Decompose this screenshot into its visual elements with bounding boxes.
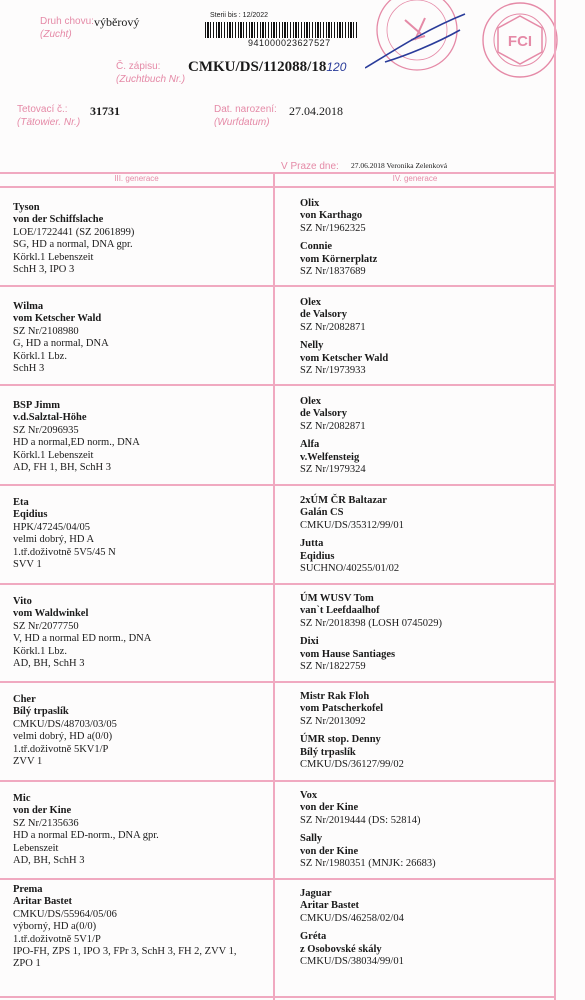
- ancestor-info: Körkl.1 Lebenszeit: [13, 449, 94, 461]
- ancestor-name: Connie: [300, 241, 333, 253]
- ancestor-info: velmi dobrý, HD A: [13, 534, 95, 546]
- ancestor-name: Eta: [13, 497, 29, 508]
- ancestor-kennel: z Osobovské skály: [300, 943, 382, 955]
- ancestor-info: AD, FH 1, BH, SchH 3: [13, 462, 112, 474]
- studbook-label-cz: Č. zápisu:: [116, 61, 161, 72]
- grid-right-border: [554, 0, 556, 1000]
- ancestor-info: ZPO 1: [13, 958, 41, 970]
- studbook-label: [116, 60, 185, 86]
- ancestor-info: G, HD a normal, DNA: [13, 338, 109, 350]
- ancestor-reg: CMKU/DS/55964/05/06: [13, 908, 117, 920]
- birth-label-de: (Wurfdatum): [214, 117, 270, 128]
- sterile-text: Sterii bis : 12/2022: [210, 12, 268, 19]
- ancestor-info: SG, HD a normal, DNA gpr.: [13, 239, 133, 251]
- ancestor-kennel: von Karthago: [300, 210, 363, 222]
- studbook-handwritten: 120: [326, 60, 347, 74]
- ancestor-info: IPO-FH, ZPS 1, IPO 3, FPr 3, SchH 3, FH 2, ZVV 1,: [13, 946, 237, 958]
- ancestor-info: HD a normal,ED norm., DNA: [13, 437, 140, 449]
- fourth-gen-entry: [300, 495, 404, 575]
- prague-label: V Praze dne:: [281, 161, 339, 172]
- ancestor-info: Körkl.1 Lbz.: [13, 350, 67, 362]
- ancestor-kennel: Eqidius: [300, 550, 335, 562]
- third-gen-entry: [13, 301, 109, 375]
- ancestor-kennel: von der Schiffslache: [13, 214, 104, 226]
- ancestor-kennel: v.Welfensteig: [300, 451, 360, 463]
- ancestor-kennel: von der Kine: [300, 802, 359, 814]
- ancestor-info: ZVV 1: [13, 756, 43, 768]
- ancestor-reg: SZ Nr/2082871: [300, 321, 366, 333]
- ancestor-kennel: von der Kine: [300, 845, 359, 857]
- row-divider: [0, 996, 556, 998]
- fourth-gen-entry: [300, 790, 436, 870]
- ancestor-reg: CMKU/DS/46258/02/04: [300, 912, 404, 924]
- ancestor-reg: SZ Nr/2108980: [13, 325, 79, 337]
- ancestor-reg: SZ Nr/2135636: [13, 817, 79, 829]
- row-divider: [0, 583, 556, 585]
- ancestor-name: Tyson: [13, 202, 40, 213]
- club-stamp-seal: [365, 0, 470, 80]
- ancestor-reg: SZ Nr/2019444 (DS: 52814): [300, 814, 421, 826]
- ancestor-kennel: von der Kine: [13, 805, 72, 817]
- ancestor-reg: SZ Nr/1962325: [300, 222, 366, 234]
- ancestor-kennel: Bílý trpaslík: [13, 706, 69, 718]
- ancestor-info: Körkl.1 Lebenszeit: [13, 251, 94, 263]
- gen4-header: IV. generace: [392, 174, 438, 183]
- ancestor-name: Olex: [300, 396, 321, 407]
- ancestor-kennel: vom Hause Santiages: [300, 648, 396, 660]
- ancestor-reg: SZ Nr/1822759: [300, 661, 366, 673]
- ancestor-info: 1.tř.doživotně 5V5/45 N: [13, 546, 116, 558]
- ancestor-kennel: de Valsory: [300, 309, 347, 321]
- ancestor-kennel: v.d.Salztal-Höhe: [13, 412, 87, 424]
- grid-column-divider: [273, 172, 275, 1000]
- breed-value: výběrový: [94, 15, 140, 29]
- tattoo-value: 31731: [90, 104, 120, 118]
- birth-label: [214, 103, 277, 129]
- ancestor-name: Mic: [13, 793, 31, 804]
- ancestor-name: ÚM WUSV Tom: [300, 593, 374, 604]
- third-gen-entry: [13, 497, 116, 571]
- ancestor-name: Mistr Rak Floh: [300, 691, 370, 702]
- ancestor-kennel: Galán CS: [300, 507, 344, 519]
- barcode: [205, 22, 357, 38]
- ancestor-reg: CMKU/DS/35312/99/01: [300, 519, 404, 531]
- ancestor-kennel: Eqidius: [13, 509, 48, 521]
- fourth-gen-entry: [300, 396, 366, 476]
- fourth-gen-entry: [300, 198, 377, 278]
- ancestor-info: AD, BH, SchH 3: [13, 658, 85, 670]
- ancestor-name: Wilma: [13, 301, 44, 312]
- fci-text: FCI: [507, 33, 533, 50]
- third-gen-entry: [13, 694, 117, 768]
- ancestor-reg: SZ Nr/1837689: [300, 266, 366, 278]
- ancestor-reg: SZ Nr/2082871: [300, 420, 366, 432]
- ancestor-name: Sally: [300, 833, 323, 845]
- ancestor-name: Olix: [300, 198, 320, 209]
- ancestor-info: HD a normal ED-norm., DNA gpr.: [13, 830, 159, 842]
- ancestor-name: Cher: [13, 694, 36, 705]
- ancestor-name: BSP Jimm: [13, 400, 60, 411]
- third-gen-entry: [13, 400, 140, 474]
- breed-label-de: (Zucht): [40, 29, 72, 40]
- ancestor-info: SVV 1: [13, 559, 42, 571]
- ancestor-reg: CMKU/DS/48703/03/05: [13, 718, 117, 730]
- ancestor-kennel: vom Waldwinkel: [13, 608, 89, 620]
- breed-label: [40, 15, 94, 41]
- birth-value: 27.04.2018: [289, 104, 343, 118]
- ancestor-reg: SZ Nr/2077750: [13, 620, 79, 632]
- tattoo-label: [17, 103, 80, 129]
- ancestor-name: Olex: [300, 297, 321, 308]
- ancestor-reg: CMKU/DS/36127/99/02: [300, 759, 404, 771]
- ancestor-kennel: vom Ketscher Wald: [13, 313, 102, 325]
- ancestor-kennel: vom Ketscher Wald: [300, 352, 389, 364]
- breed-label-cz: Druh chovu:: [40, 16, 94, 27]
- barcode-number: 941000023627527: [248, 38, 331, 48]
- ancestor-name: Alfa: [300, 439, 320, 451]
- ancestor-reg: SUCHNO/40255/01/02: [300, 563, 400, 575]
- ancestor-kennel: vom Körnerplatz: [300, 253, 378, 265]
- ancestor-info: 1.tř.doživotně 5KV1/P: [13, 743, 109, 755]
- ancestor-name: Nelly: [300, 340, 324, 352]
- ancestor-reg: LOE/1722441 (SZ 2061899): [13, 226, 135, 238]
- ancestor-kennel: Bílý trpaslík: [300, 746, 356, 758]
- ancestor-name: Gréta: [300, 931, 327, 943]
- fourth-gen-entry: [300, 593, 442, 673]
- studbook-value: CMKU/DS/112088/18: [188, 59, 327, 75]
- ancestor-reg: SZ Nr/2096935: [13, 424, 79, 436]
- ancestor-name: Jutta: [300, 538, 324, 550]
- ancestor-info: 1.tř.doživotně 5V1/P: [13, 933, 101, 945]
- third-gen-entry: [13, 202, 134, 276]
- third-gen-entry: [13, 884, 237, 971]
- grid-line: [0, 186, 556, 188]
- ancestor-kennel: Aritar Bastet: [300, 900, 359, 912]
- ancestor-info: SchH 3, IPO 3: [13, 264, 75, 276]
- ancestor-name: Vito: [13, 596, 32, 607]
- ancestor-name: Dixi: [300, 636, 319, 648]
- ancestor-reg: SZ Nr/2018398 (LOSH 0745029): [300, 617, 443, 629]
- prague-value: 27.06.2018 Veronika Zelenková: [351, 161, 448, 170]
- ancestor-info: Lebenszeit: [13, 842, 59, 854]
- third-gen-entry: [13, 793, 159, 867]
- studbook-number: [188, 59, 346, 76]
- ancestor-info: výborný, HD a(0/0): [13, 921, 97, 933]
- ancestor-reg: SZ Nr/1979324: [300, 464, 366, 476]
- ancestor-reg: SZ Nr/1973933: [300, 365, 366, 377]
- gen3-header: III. generace: [114, 174, 159, 183]
- tattoo-label-de: (Tätowier. Nr.): [17, 117, 81, 128]
- row-divider: [0, 780, 556, 782]
- ancestor-reg: CMKU/DS/38034/99/01: [300, 956, 404, 968]
- ancestor-name: ÚMR stop. Denny: [300, 734, 381, 746]
- studbook-label-de: (Zuchtbuch Nr.): [116, 74, 186, 85]
- ancestor-name: 2xÚM ČR Baltazar: [300, 495, 387, 506]
- birth-label-cz: Dat. narození:: [214, 104, 277, 115]
- third-gen-entry: [13, 596, 151, 670]
- row-divider: [0, 681, 556, 683]
- ancestor-reg: HPK/47245/04/05: [13, 521, 91, 533]
- ancestor-info: SchH 3: [13, 363, 45, 375]
- ancestor-reg: SZ Nr/2013092: [300, 715, 366, 727]
- fourth-gen-entry: [300, 297, 388, 377]
- fci-seal: [478, 0, 560, 82]
- row-divider: [0, 878, 556, 880]
- ancestor-name: Prema: [13, 884, 43, 895]
- ancestor-info: AD, BH, SchH 3: [13, 855, 85, 867]
- row-divider: [0, 484, 556, 486]
- ancestor-info: velmi dobrý, HD a(0/0): [13, 731, 113, 743]
- ancestor-kennel: vom Patscherkofel: [300, 703, 384, 715]
- row-divider: [0, 384, 556, 386]
- fourth-gen-entry: [300, 888, 404, 968]
- ancestor-name: Vox: [300, 790, 318, 801]
- ancestor-name: Jaguar: [300, 888, 332, 899]
- row-divider: [0, 285, 556, 287]
- ancestor-kennel: van`t Leefdaalhof: [300, 605, 380, 617]
- fourth-gen-entry: [300, 691, 404, 771]
- ancestor-info: V, HD a normal ED norm., DNA: [13, 633, 152, 645]
- tattoo-label-cz: Tetovací č.:: [17, 104, 68, 115]
- ancestor-info: Körkl.1 Lbz.: [13, 645, 67, 657]
- ancestor-reg: SZ Nr/1980351 (MNJK: 26683): [300, 858, 436, 870]
- ancestor-kennel: Aritar Bastet: [13, 896, 72, 908]
- ancestor-kennel: de Valsory: [300, 408, 347, 420]
